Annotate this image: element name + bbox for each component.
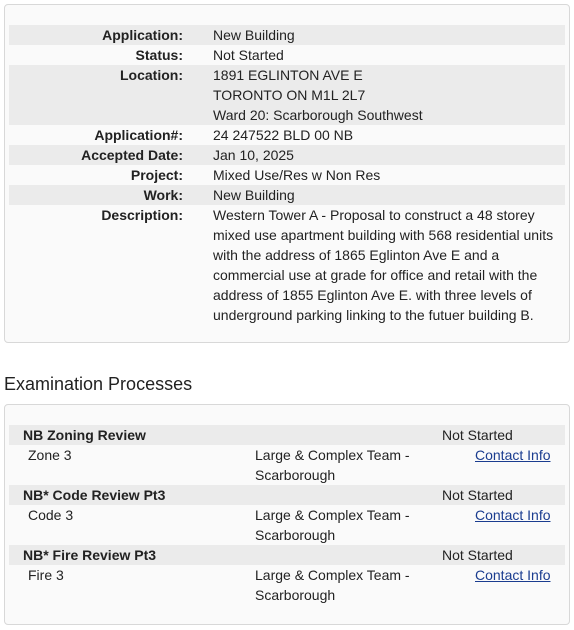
contact-info-link[interactable]: Contact Info [475,507,551,523]
process-step: Code 3 [28,507,74,523]
contact-info-link[interactable]: Contact Info [475,447,551,463]
detail-row-application-number [9,125,565,145]
process-step: Zone 3 [28,447,72,463]
process-team-line: Scarborough [255,587,336,603]
process-step: Fire 3 [28,567,64,583]
process-detail-row-code [9,505,565,545]
contact-info-link[interactable]: Contact Info [475,567,551,583]
detail-row-accepted-date [9,145,565,165]
process-header-row-code [9,485,565,505]
accepted-date-label: Accepted Date: [81,147,183,163]
status-value: Not Started [213,47,284,63]
examination-processes-panel [4,404,570,625]
examination-processes-heading: Examination Processes [4,374,193,394]
process-detail-row-zoning [9,445,565,485]
description-line: Western Tower A - Proposal to construct a 48 storey [213,207,535,223]
process-team [255,565,410,605]
detail-row-location [9,65,565,125]
process-status: Not Started [442,427,513,443]
detail-row-application [9,25,565,45]
process-detail-row-fire [9,565,565,605]
description-line: mixed use apartment building with 568 residential units [213,227,554,243]
description-label: Description: [101,207,183,223]
status-label: Status: [135,47,183,63]
application-label: Application: [102,27,183,43]
process-name: NB* Code Review Pt3 [23,487,166,503]
description-line: commercial use at grade for office and retail with the [213,267,538,283]
detail-row-status [9,45,565,65]
process-name: NB Zoning Review [23,427,146,443]
location-value [213,65,553,125]
project-value: Mixed Use/Res w Non Res [213,167,381,183]
application-number-label: Application#: [94,127,183,143]
application-value: New Building [213,27,295,43]
location-label: Location: [120,67,183,83]
project-label: Project: [130,167,183,183]
process-status: Not Started [442,487,513,503]
process-team-line: Scarborough [255,527,336,543]
process-team-line: Large & Complex Team - [255,567,410,583]
process-name: NB* Fire Review Pt3 [23,547,157,563]
process-team-line: Scarborough [255,467,336,483]
accepted-date-value: Jan 10, 2025 [213,147,294,163]
description-line: address of 1855 Eglinton Ave E. with three levels of [213,287,532,303]
location-ward: Ward 20: Scarborough Southwest [213,107,423,123]
detail-row-work [9,185,565,205]
description-value [213,205,553,325]
process-team [255,505,410,545]
process-team-line: Large & Complex Team - [255,447,410,463]
location-city: TORONTO ON M1L 2L7 [213,87,366,103]
detail-row-description [9,205,565,325]
work-value: New Building [213,187,295,203]
process-header-row-fire [9,545,565,565]
work-label: Work: [143,187,183,203]
application-details-panel [4,4,570,343]
process-team-line: Large & Complex Team - [255,507,410,523]
description-line: underground parking linking to the futuer building B. [213,307,534,323]
application-number-value: 24 247522 BLD 00 NB [213,127,354,143]
process-team [255,445,410,485]
process-status: Not Started [442,547,513,563]
detail-row-project [9,165,565,185]
description-line: with the address of 1865 Eglinton Ave E and a [213,247,500,263]
process-header-row-zoning [9,425,565,445]
location-address: 1891 EGLINTON AVE E [213,67,363,83]
